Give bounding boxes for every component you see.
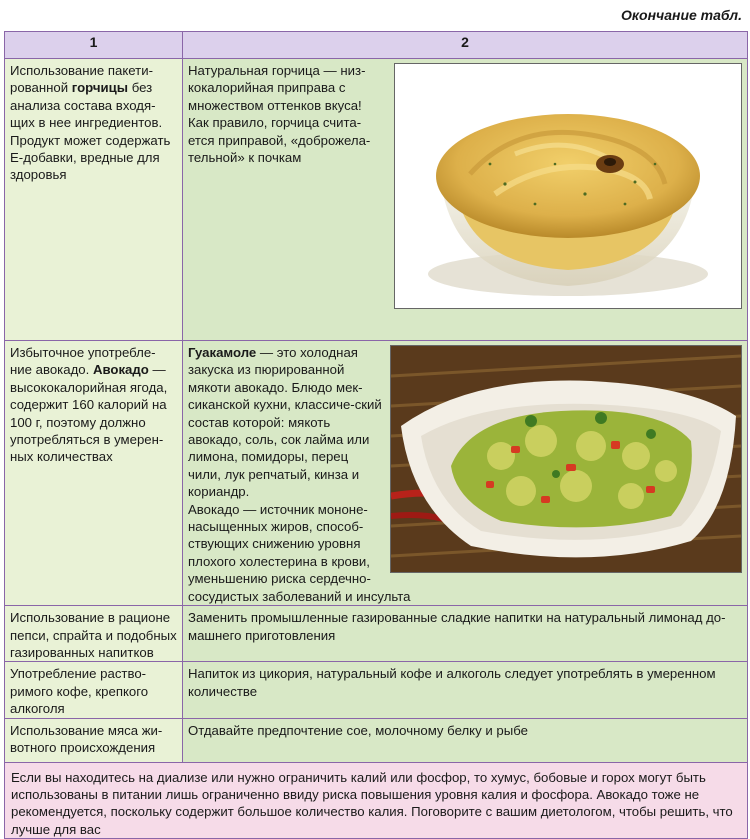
column-header-2: 2 (183, 32, 748, 59)
cell-text-bold: Авокадо (92, 362, 149, 378)
table-header-row (5, 32, 748, 59)
row-cell-left: Использование в рационе пепси, спрайта и подобных газированных напитков (5, 606, 183, 662)
row-cell-right: Отдавайте предпочтение сое, молочному белку и рыбе (183, 718, 748, 762)
note-text: Если вы находитесь на диализе или нужно ограничить калий или фосфор, то хумус, бобовые и горох могут быть использованы в питании лишь ограниченно ввиду риска повышения уровня калия и фосфора. Авокадо тоже не рекомендуется, поскольку содержит большое количество калия. Поговорите с вашим диетологом, чтобы решить, что лучше для вас (5, 762, 748, 839)
row-cell-right (183, 341, 748, 606)
cell-text: — это холодная закуска из пюрированной мякоти авокадо. Блюдо мек-сиканской кухни, классиче-ский состав которой: мякоть авокадо, соль, сок лайма или лимона, помидоры, перец чили, лук репчатый, кинза и кориандр. (188, 345, 382, 500)
row-cell-right: Заменить промышленные газированные сладкие напитки на натуральный лимонад до-машнего приготовления (183, 606, 748, 662)
cell-text: Избыточное употребле-ние авокадо. (10, 345, 156, 378)
diet-table (4, 31, 748, 839)
cell-text: Натуральная горчица — низ-кокалорийная приправа с множеством оттенков вкуса! Как правило, горчица счита-ется приправой, «доброжела-тельной» к почкам (188, 63, 371, 166)
table-caption: Окончание табл. (621, 7, 742, 23)
cell-text: Авокадо — источник мононе-насыщенных жиров, способ-ствующих снижению уровня плохого холестерина в крови, уменьшению риска сердечно-сосудистых заболеваний и инсульта (188, 501, 411, 604)
row-cell-right (183, 59, 748, 341)
note-row (5, 762, 748, 839)
cell-text: Использование пакети-рованной (10, 63, 153, 96)
cell-text: — высококалорийная ягода, содержит 160 калорий на 100 г, поэтому должно употребляться в умерен-ных количествах (10, 362, 168, 465)
row-cell-left (5, 59, 183, 341)
cell-text-bold: горчицы (71, 80, 129, 96)
table-row (5, 59, 748, 341)
cell-text: без анализа состава входя-щих в нее ингредиентов. Продукт может содержать Е-добавки, вредные для здоровья (10, 80, 171, 183)
guacamole-dish-image (390, 345, 742, 573)
cell-text-bold: Гуакамоле (188, 345, 257, 360)
mustard-bowl-image (394, 63, 742, 309)
row-cell-right: Напиток из цикория, натуральный кофе и алкоголь следует употреблять в умеренном количестве (183, 662, 748, 718)
row-cell-left (5, 341, 183, 606)
table-row (5, 341, 748, 606)
column-header-1: 1 (5, 32, 183, 59)
row-cell-left: Использование мяса жи-вотного происхождения (5, 718, 183, 762)
table-row (5, 718, 748, 762)
table-row (5, 662, 748, 718)
table-row (5, 606, 748, 662)
row-cell-left: Употребление раство-римого кофе, крепкого алкоголя (5, 662, 183, 718)
